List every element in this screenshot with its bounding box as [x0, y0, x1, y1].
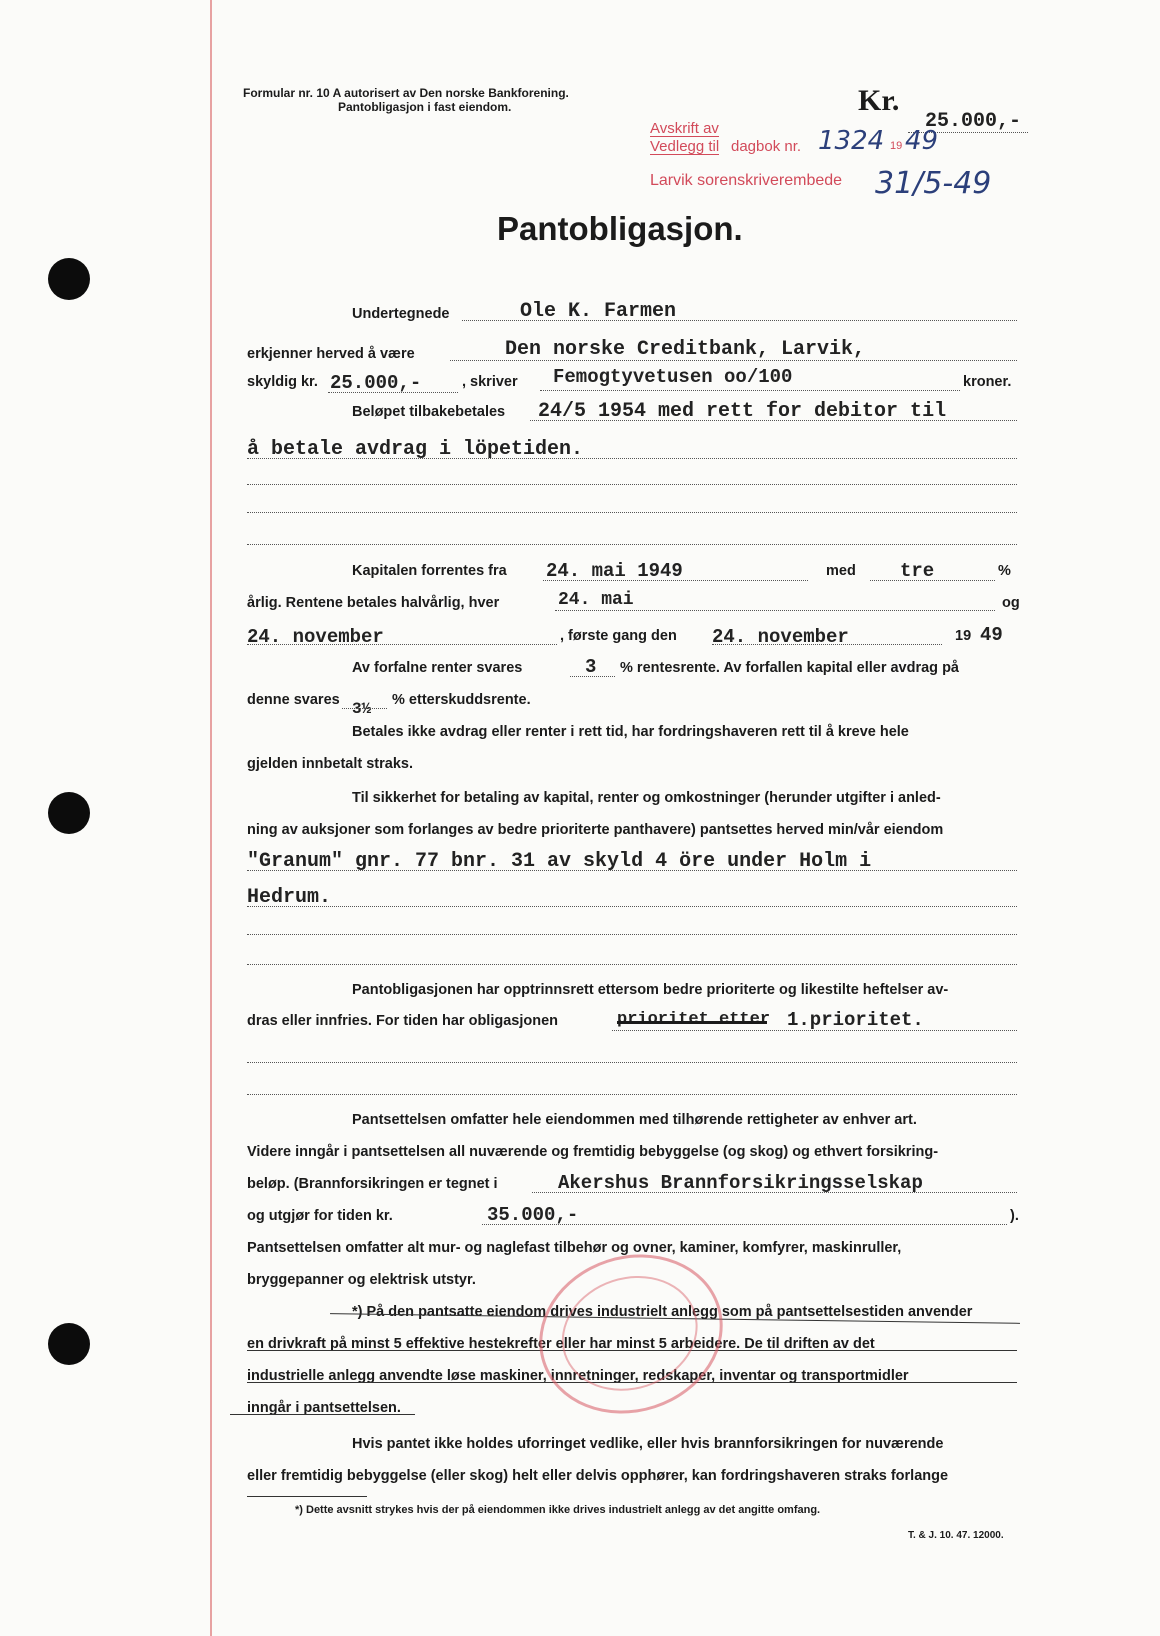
- year-prefix: 19: [955, 628, 972, 644]
- priority-blank-line-1: [247, 1062, 1017, 1063]
- skriver-label: , skriver: [462, 374, 518, 390]
- scope-text-3: beløp. (Brannforsikringen er tegnet i: [247, 1176, 498, 1192]
- property-description-continued: Hedrum.: [247, 886, 332, 909]
- denne-label: denne svares: [247, 692, 340, 708]
- og-label: og: [1002, 595, 1020, 611]
- payment-date-line: [555, 610, 995, 611]
- percent-sign: %: [998, 563, 1011, 579]
- interest-rate: tre: [900, 560, 935, 582]
- forfalne-label: Av forfalne renter svares: [352, 660, 523, 676]
- amount-owed: 25.000,-: [330, 372, 422, 394]
- penalty-interest-rate: 3½: [352, 700, 372, 718]
- blank-line-3: [247, 512, 1017, 513]
- kroner-label: kroner.: [963, 374, 1012, 390]
- amount-in-words: Femogtyvetusen oo/100: [553, 366, 793, 388]
- maintenance-text-2: eller fremtidig bebyggelse (eller skog) helt eller delvis opphører, kan fordringshaveren straks forlange: [247, 1468, 949, 1484]
- industrial-text-2: en drivkraft på minst 5 effektive hestekrefter eller har minst 5 arbeidere. De til driften av det: [247, 1336, 875, 1352]
- form-type-line: Pantobligasjon i fast eiendom.: [338, 100, 512, 114]
- interest-start-date: 24. mai 1949: [546, 560, 683, 582]
- office-name: Larvik sorenskriverembede: [650, 172, 843, 189]
- skyldig-label: skyldig kr.: [247, 374, 318, 390]
- betales-text-2: gjelden innbetalt straks.: [247, 756, 413, 772]
- stamp-attachment-label: Vedlegg til: [650, 138, 720, 155]
- form-authorization-line: Formular nr. 10 A autorisert av Den norske Bankforening.: [243, 86, 569, 100]
- office-seal: [518, 1231, 743, 1437]
- footnote-rule: [247, 1496, 367, 1497]
- property-description: "Granum" gnr. 77 bnr. 31 av skyld 4 öre under Holm i: [247, 850, 872, 873]
- insured-amount-line: [482, 1224, 1007, 1225]
- insurance-company: Akershus Brannforsikringsselskap: [558, 1172, 923, 1194]
- property-line-1: [247, 870, 1017, 871]
- belopet-line: [530, 420, 1017, 421]
- compound-interest-rate: 3: [585, 656, 597, 678]
- priority-value: 1.prioritet.: [787, 1009, 924, 1031]
- kr-amount: 25.000,-: [925, 110, 1022, 133]
- property-line-3: [247, 934, 1017, 935]
- forfalne-text: % rentesrente. Av forfallen kapital eller avdrag på: [620, 660, 959, 676]
- priority-line: [612, 1030, 1017, 1031]
- stamp-date: 31/5-49: [875, 166, 992, 201]
- industrial-text-3: industrielle anlegg anvendte løse maskiner, innretninger, redskaper, inventar og transportmidler: [247, 1368, 909, 1384]
- security-text-2: ning av auksjoner som forlanges av bedre prioriterte panthavere) pantsettes herved min/vår eiendom: [247, 822, 944, 838]
- maintenance-text-1: Hvis pantet ikke holdes uforringet vedlike, eller hvis brannforsikringen for nuværende: [352, 1436, 944, 1452]
- kr-label: Kr.: [858, 84, 900, 117]
- scope-text-2: Videre inngår i pantsettelsen all nuværende og fremtidig bebyggelse (og skog) og ethvert forsikring-: [247, 1144, 939, 1160]
- skriver-line: [540, 390, 960, 391]
- blank-line-1: [247, 458, 1017, 459]
- punch-hole-bottom: [48, 1323, 90, 1365]
- registry-stamp: [650, 120, 719, 156]
- undertegnede-label: Undertegnede: [352, 306, 450, 322]
- industrial-strike-4: [230, 1414, 415, 1415]
- red-margin-rule: [210, 0, 212, 1636]
- close-paren: ).: [1010, 1208, 1019, 1224]
- dagbok-year: 49: [905, 126, 939, 156]
- property-line-4: [247, 964, 1017, 965]
- blank-line-4: [247, 544, 1017, 545]
- scope-text-4: og utgjør for tiden kr.: [247, 1208, 393, 1224]
- punch-hole-top: [48, 258, 90, 300]
- repayment-terms-continued: å betale avdrag i löpetiden.: [247, 438, 584, 461]
- dagbok-label: dagbok nr.: [731, 138, 802, 155]
- scope-text-1: Pantsettelsen omfatter hele eiendommen med tilhørende rettigheter av enhver art.: [352, 1112, 917, 1128]
- blank-line-2: [247, 484, 1017, 485]
- priority-blank-line-2: [247, 1094, 1017, 1095]
- industrial-text-1: *) På den pantsatte eiendom drives industrielt anlegg som på pantsettelsestiden anvender: [352, 1304, 973, 1320]
- scope-text-6: bryggepanner og elektrisk utstyr.: [247, 1272, 476, 1288]
- denne-line: [342, 708, 387, 709]
- footnote: *) Dette avsnitt strykes hvis der på eiendommen ikke drives industrielt anlegg av det angitte omfang.: [295, 1504, 821, 1516]
- arlig-label: årlig. Rentene betales halvårlig, hver: [247, 595, 500, 611]
- priority-text-2: dras eller innfries. For tiden har obligasjonen: [247, 1013, 559, 1029]
- dagbok-number: 1324: [818, 126, 885, 156]
- creditor-name: Den norske Creditbank, Larvik,: [505, 338, 866, 361]
- betales-text-1: Betales ikke avdrag eller renter i rett tid, har fordringshaveren rett til å kreve hele: [352, 724, 909, 740]
- industrial-text-4: inngår i pantsettelsen.: [247, 1400, 401, 1416]
- priority-text-1: Pantobligasjonen har opptrinnsrett ettersom bedre prioriterte og likestilte heftelser av-: [352, 982, 949, 998]
- security-text-1: Til sikkerhet for betaling av kapital, renter og omkostninger (herunder utgifter i anled-: [352, 790, 941, 806]
- property-line-2: [247, 906, 1017, 907]
- struck-priority-text: prioritet etter: [617, 1010, 771, 1029]
- forste-label: , første gang den: [560, 628, 677, 644]
- first-payment-line: [712, 644, 942, 645]
- stamp-copy-label: Avskrift av: [650, 120, 719, 137]
- debtor-name: Ole K. Farmen: [520, 300, 677, 323]
- payment-date-1: 24. mai: [558, 590, 634, 610]
- printer-mark: T. & J. 10. 47. 12000.: [908, 1530, 1004, 1541]
- document-title: Pantobligasjon.: [497, 210, 743, 247]
- scope-text-5: Pantsettelsen omfatter alt mur- og naglefast tilbehør og ovner, kaminer, komfyrer, maskinruller,: [247, 1240, 902, 1256]
- repayment-terms: 24/5 1954 med rett for debitor til: [538, 400, 947, 423]
- punch-hole-middle: [48, 792, 90, 834]
- rate-line: [870, 580, 995, 581]
- first-payment-year: 49: [980, 624, 1003, 646]
- kapitalen-line: [543, 580, 808, 581]
- forfalne-line: [570, 676, 615, 677]
- dagbok-year-prefix: 19: [890, 140, 903, 152]
- first-payment-date: 24. november: [712, 626, 849, 648]
- belopet-label: Beløpet tilbakebetales: [352, 404, 506, 420]
- denne-text: % etterskuddsrente.: [392, 692, 531, 708]
- med-label: med: [826, 563, 856, 579]
- kapitalen-label: Kapitalen forrentes fra: [352, 563, 507, 579]
- insured-amount: 35.000,-: [487, 1204, 579, 1226]
- payment-date-2: 24. november: [247, 626, 384, 648]
- priority-strikeout: [617, 1021, 767, 1024]
- insurer-line: [532, 1192, 1017, 1193]
- erkjenner-label: erkjenner herved å være: [247, 346, 415, 362]
- payment-date-2-line: [247, 644, 557, 645]
